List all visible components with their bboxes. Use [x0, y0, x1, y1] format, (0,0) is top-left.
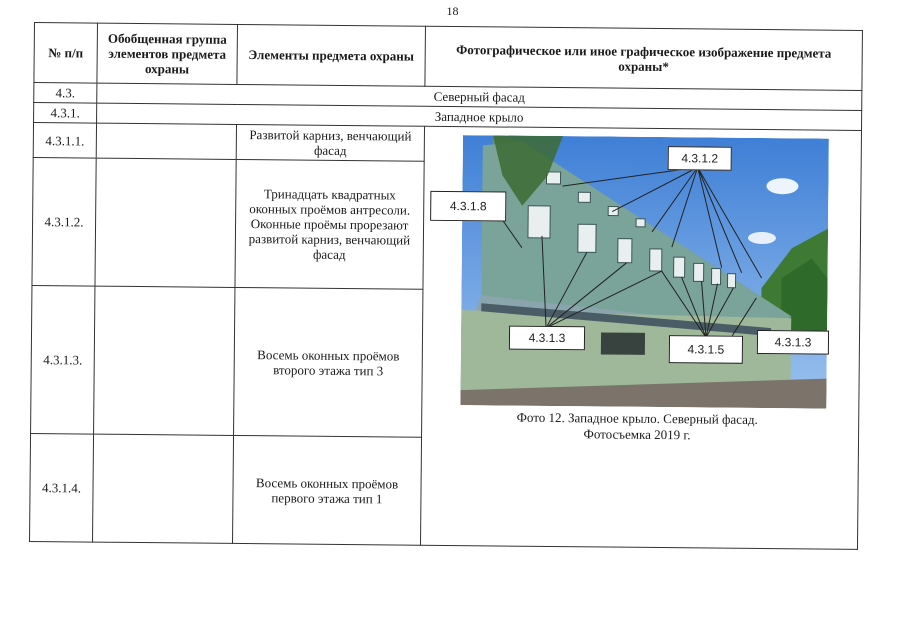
row-group — [94, 286, 235, 435]
row-element: Тринадцать квадратных оконных проёмов антресоли. Оконные проёмы прорезают развитой карниз, венчающий фасад — [235, 159, 424, 289]
row-group — [95, 158, 236, 287]
photo-label-4315: 4.3.1.5 — [669, 335, 743, 364]
page-number: 18 — [446, 4, 459, 18]
header-group: Обобщенная группа элементов предмета охраны — [97, 23, 238, 84]
photo-label-4313-right: 4.3.1.3 — [757, 330, 829, 355]
subsection-title: Западное крыло — [97, 103, 862, 130]
row-group — [93, 434, 234, 543]
photo-cell — [420, 126, 861, 549]
photo-label-4318: 4.3.1.8 — [430, 191, 506, 222]
row-element: Развитой карниз, венчающий фасад — [236, 124, 424, 161]
photo-label-4312: 4.3.1.2 — [668, 146, 732, 171]
heritage-elements-table — [29, 22, 863, 550]
header-elements: Элементы предмета охраны — [237, 24, 426, 86]
row-num: 4.3.1.2. — [32, 157, 96, 286]
header-image: Фотографическое или иное графическое изображение предмета охраны* — [425, 26, 863, 90]
section-num: 4.3. — [34, 83, 97, 104]
facade-photo — [460, 135, 829, 409]
photo-caption — [422, 409, 852, 445]
row-num: 4.3.1.3. — [31, 285, 95, 434]
photo-label-4313-left: 4.3.1.3 — [509, 326, 585, 351]
section-title: Северный фасад — [97, 83, 862, 110]
row-group — [96, 123, 236, 159]
header-num: № п/п — [34, 23, 98, 84]
table-header-row — [34, 23, 863, 91]
row-num: 4.3.1.4. — [30, 433, 94, 542]
row-element: Восемь оконных проёмов второго этажа тип 3 — [234, 287, 423, 437]
caption-line-1: Фото 12. Западное крыло. Северный фасад. — [516, 409, 758, 427]
row-element: Восемь оконных проёмов первого этажа тип 1 — [233, 435, 422, 545]
subsection-num: 4.3.1. — [34, 103, 97, 124]
row-num: 4.3.1.1. — [33, 123, 96, 159]
caption-line-2: Фотосъемка 2019 г. — [583, 426, 691, 443]
